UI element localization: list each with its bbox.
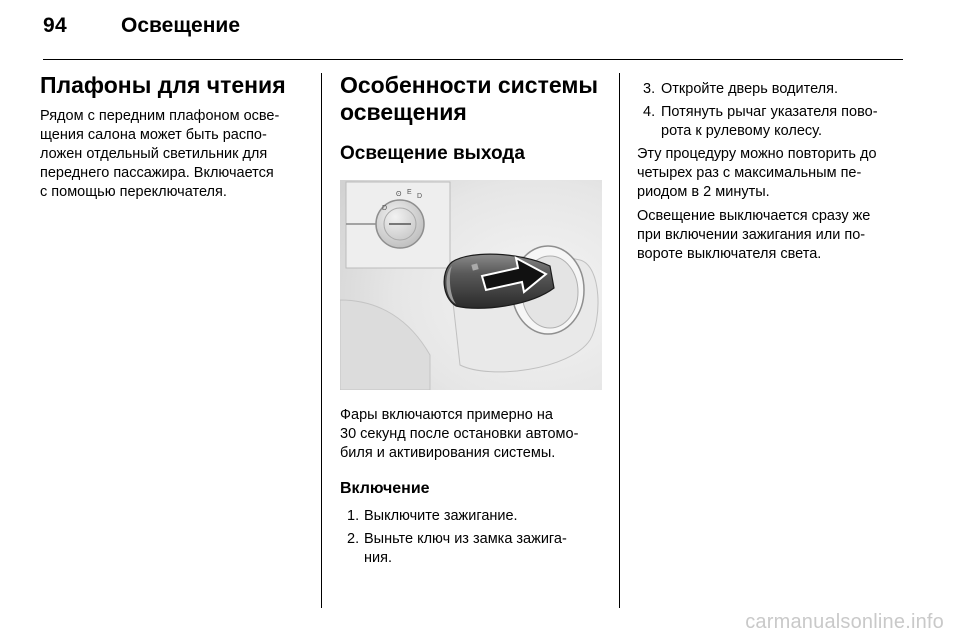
list-item — [340, 507, 610, 526]
text-line: с помощью переключателя. — [40, 184, 227, 200]
lighting-features-heading — [340, 72, 610, 126]
step-text: ния. — [364, 550, 392, 566]
reading-lights-heading: Плафоны для чтения — [40, 72, 286, 98]
heading-line: освещения — [340, 99, 467, 125]
step-number: 3. — [643, 81, 656, 97]
step-text: Потянуть рычаг указателя пово- — [661, 104, 878, 120]
step-number: 4. — [643, 104, 656, 120]
page-number: 94 — [43, 14, 67, 37]
activation-steps — [340, 507, 610, 568]
exit-lighting-subheading: Освещение выхода — [340, 143, 525, 164]
svg-text:ʘ: ʘ — [396, 191, 402, 198]
text-line: при включении зажигания или по- — [637, 227, 866, 243]
text-line: биля и активирования системы. — [340, 445, 556, 461]
step-text: Откройте дверь водителя. — [661, 81, 839, 97]
text-line: Освещение выключается сразу же — [637, 208, 871, 224]
lever-figure-svg — [340, 180, 602, 390]
page-header — [43, 14, 903, 54]
text-line: ложен отдельный светильник для — [40, 146, 268, 162]
watermark: carmanualsonline.info — [745, 611, 944, 633]
activation-steps-continued — [637, 80, 912, 141]
text-line: переднего пассажира. Включается — [40, 165, 274, 181]
list-item — [637, 80, 912, 99]
header-rule — [43, 59, 903, 60]
svg-text:D: D — [417, 193, 423, 200]
list-item — [637, 103, 912, 141]
step-text: Выньте ключ из замка зажига- — [364, 531, 567, 547]
section-title: Освещение — [121, 14, 240, 37]
repeat-paragraph — [637, 145, 912, 202]
text-line: 30 секунд после остановки автомо- — [340, 426, 579, 442]
svg-text:E: E — [407, 189, 412, 196]
text-line: щения салона может быть распо- — [40, 127, 267, 143]
column-lighting-features — [340, 72, 610, 572]
step-number: 2. — [347, 531, 360, 547]
turn-signal-lever-illustration — [340, 180, 602, 390]
reading-lights-text — [40, 107, 310, 202]
column-divider — [619, 73, 620, 608]
text-line: Эту процедуру можно повторить до — [637, 146, 877, 162]
text-line: Рядом с передним плафоном осве- — [40, 108, 280, 124]
figure-caption — [340, 406, 610, 463]
heading-line: Особенности системы — [340, 72, 598, 98]
step-number: 1. — [347, 508, 360, 524]
list-item — [340, 530, 610, 568]
column-reading-lights — [40, 72, 310, 202]
column-divider — [321, 73, 322, 608]
activation-heading: Включение — [340, 480, 430, 497]
step-text: рота к рулевому колесу. — [661, 123, 822, 139]
text-line: вороте выключателя света. — [637, 246, 822, 262]
switch-off-paragraph — [637, 207, 912, 264]
svg-text:D: D — [382, 205, 388, 212]
text-line: риодом в 2 минуты. — [637, 184, 770, 200]
text-line: Фары включаются примерно на — [340, 407, 553, 423]
text-line: четырех раз с максимальным пе- — [637, 165, 862, 181]
step-text: Выключите зажигание. — [364, 508, 518, 524]
column-continued — [637, 72, 912, 264]
